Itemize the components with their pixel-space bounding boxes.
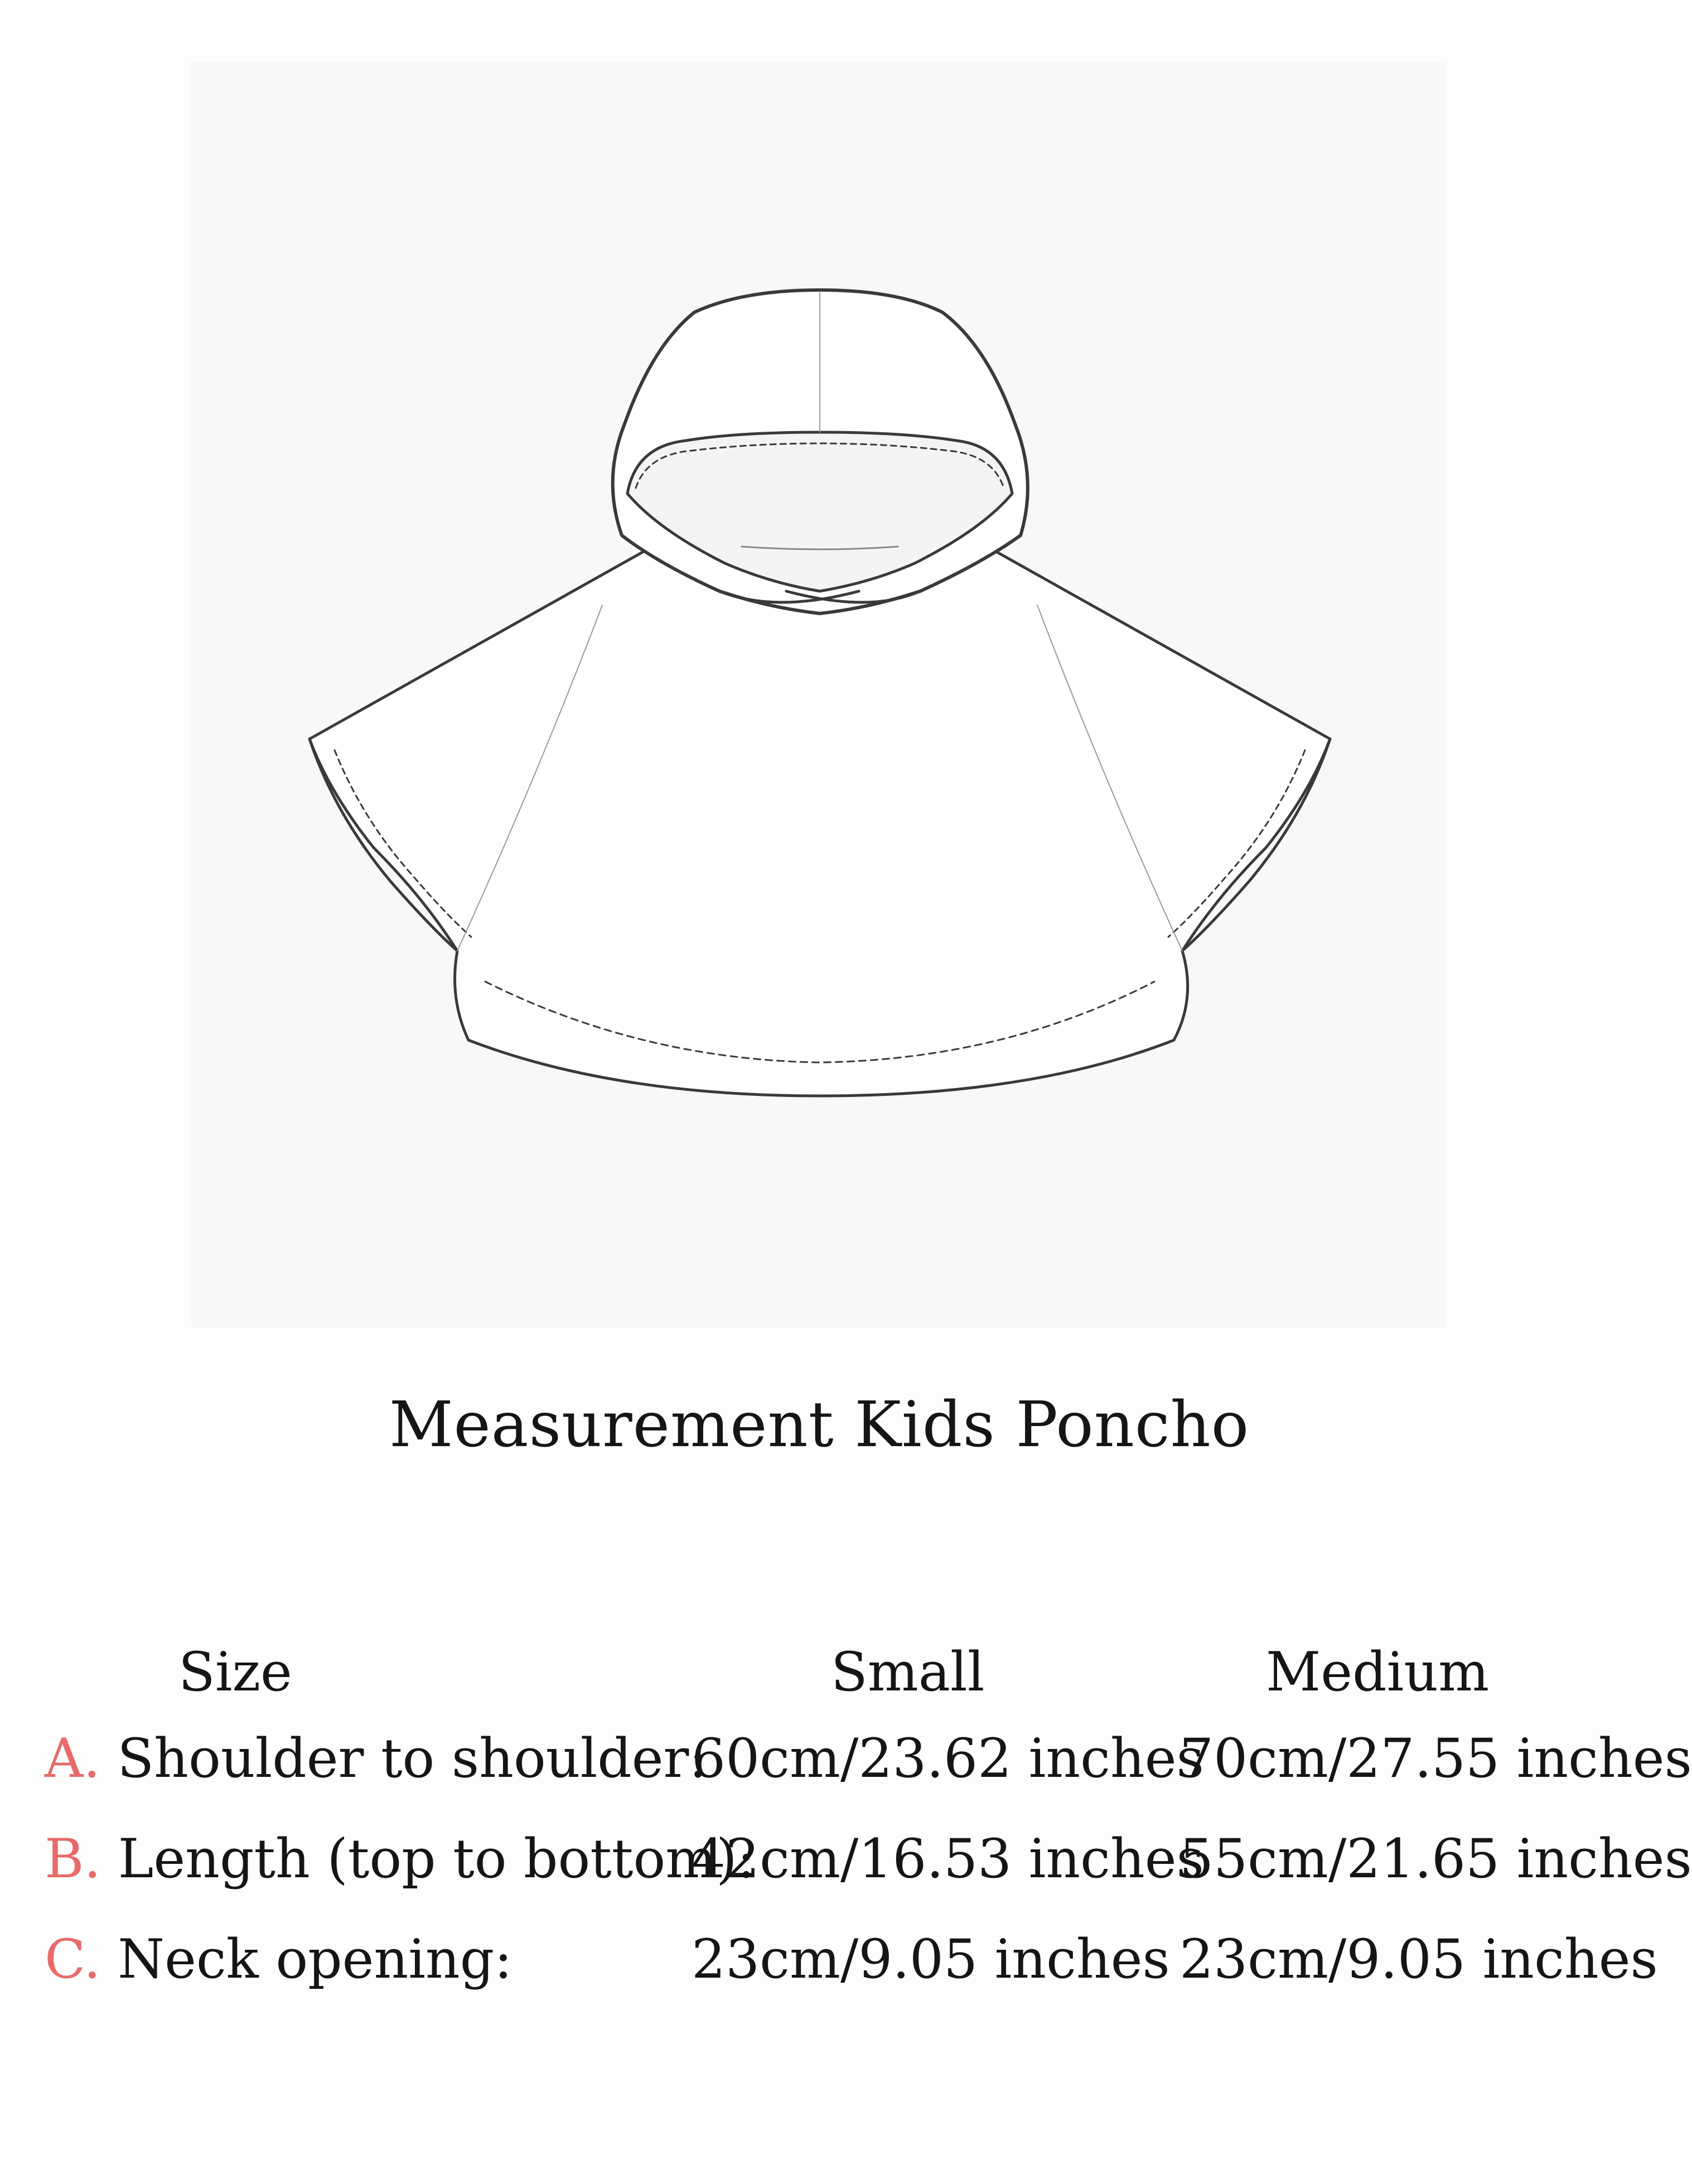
- row-a-label: [45, 1727, 707, 1790]
- row-c-small: 23cm/9.05 inches: [692, 1928, 1170, 1990]
- page-title: Measurement Kids Poncho: [389, 1389, 1250, 1461]
- header-medium: Medium: [1266, 1641, 1490, 1703]
- row-b-small: 42cm/16.53 inches: [692, 1828, 1204, 1890]
- row-letter: C.: [45, 1928, 101, 1990]
- row-a-medium: 70cm/27.55 inches: [1179, 1727, 1692, 1790]
- row-a-small: 60cm/23.62 inches: [692, 1727, 1204, 1790]
- row-letter: B.: [45, 1828, 101, 1890]
- row-b-label: [45, 1828, 756, 1890]
- header-size-label: Size: [178, 1641, 292, 1703]
- row-label-text: Length (top to bottom):: [118, 1828, 756, 1890]
- row-b-medium: 55cm/21.65 inches: [1179, 1828, 1692, 1890]
- row-c-medium: 23cm/9.05 inches: [1179, 1928, 1658, 1990]
- row-letter: A.: [45, 1727, 100, 1790]
- row-label-text: Shoulder to shoulder:: [117, 1727, 707, 1790]
- header-small: Small: [831, 1641, 985, 1703]
- row-label-text: Neck opening:: [118, 1928, 513, 1990]
- row-c-label: [45, 1928, 513, 1990]
